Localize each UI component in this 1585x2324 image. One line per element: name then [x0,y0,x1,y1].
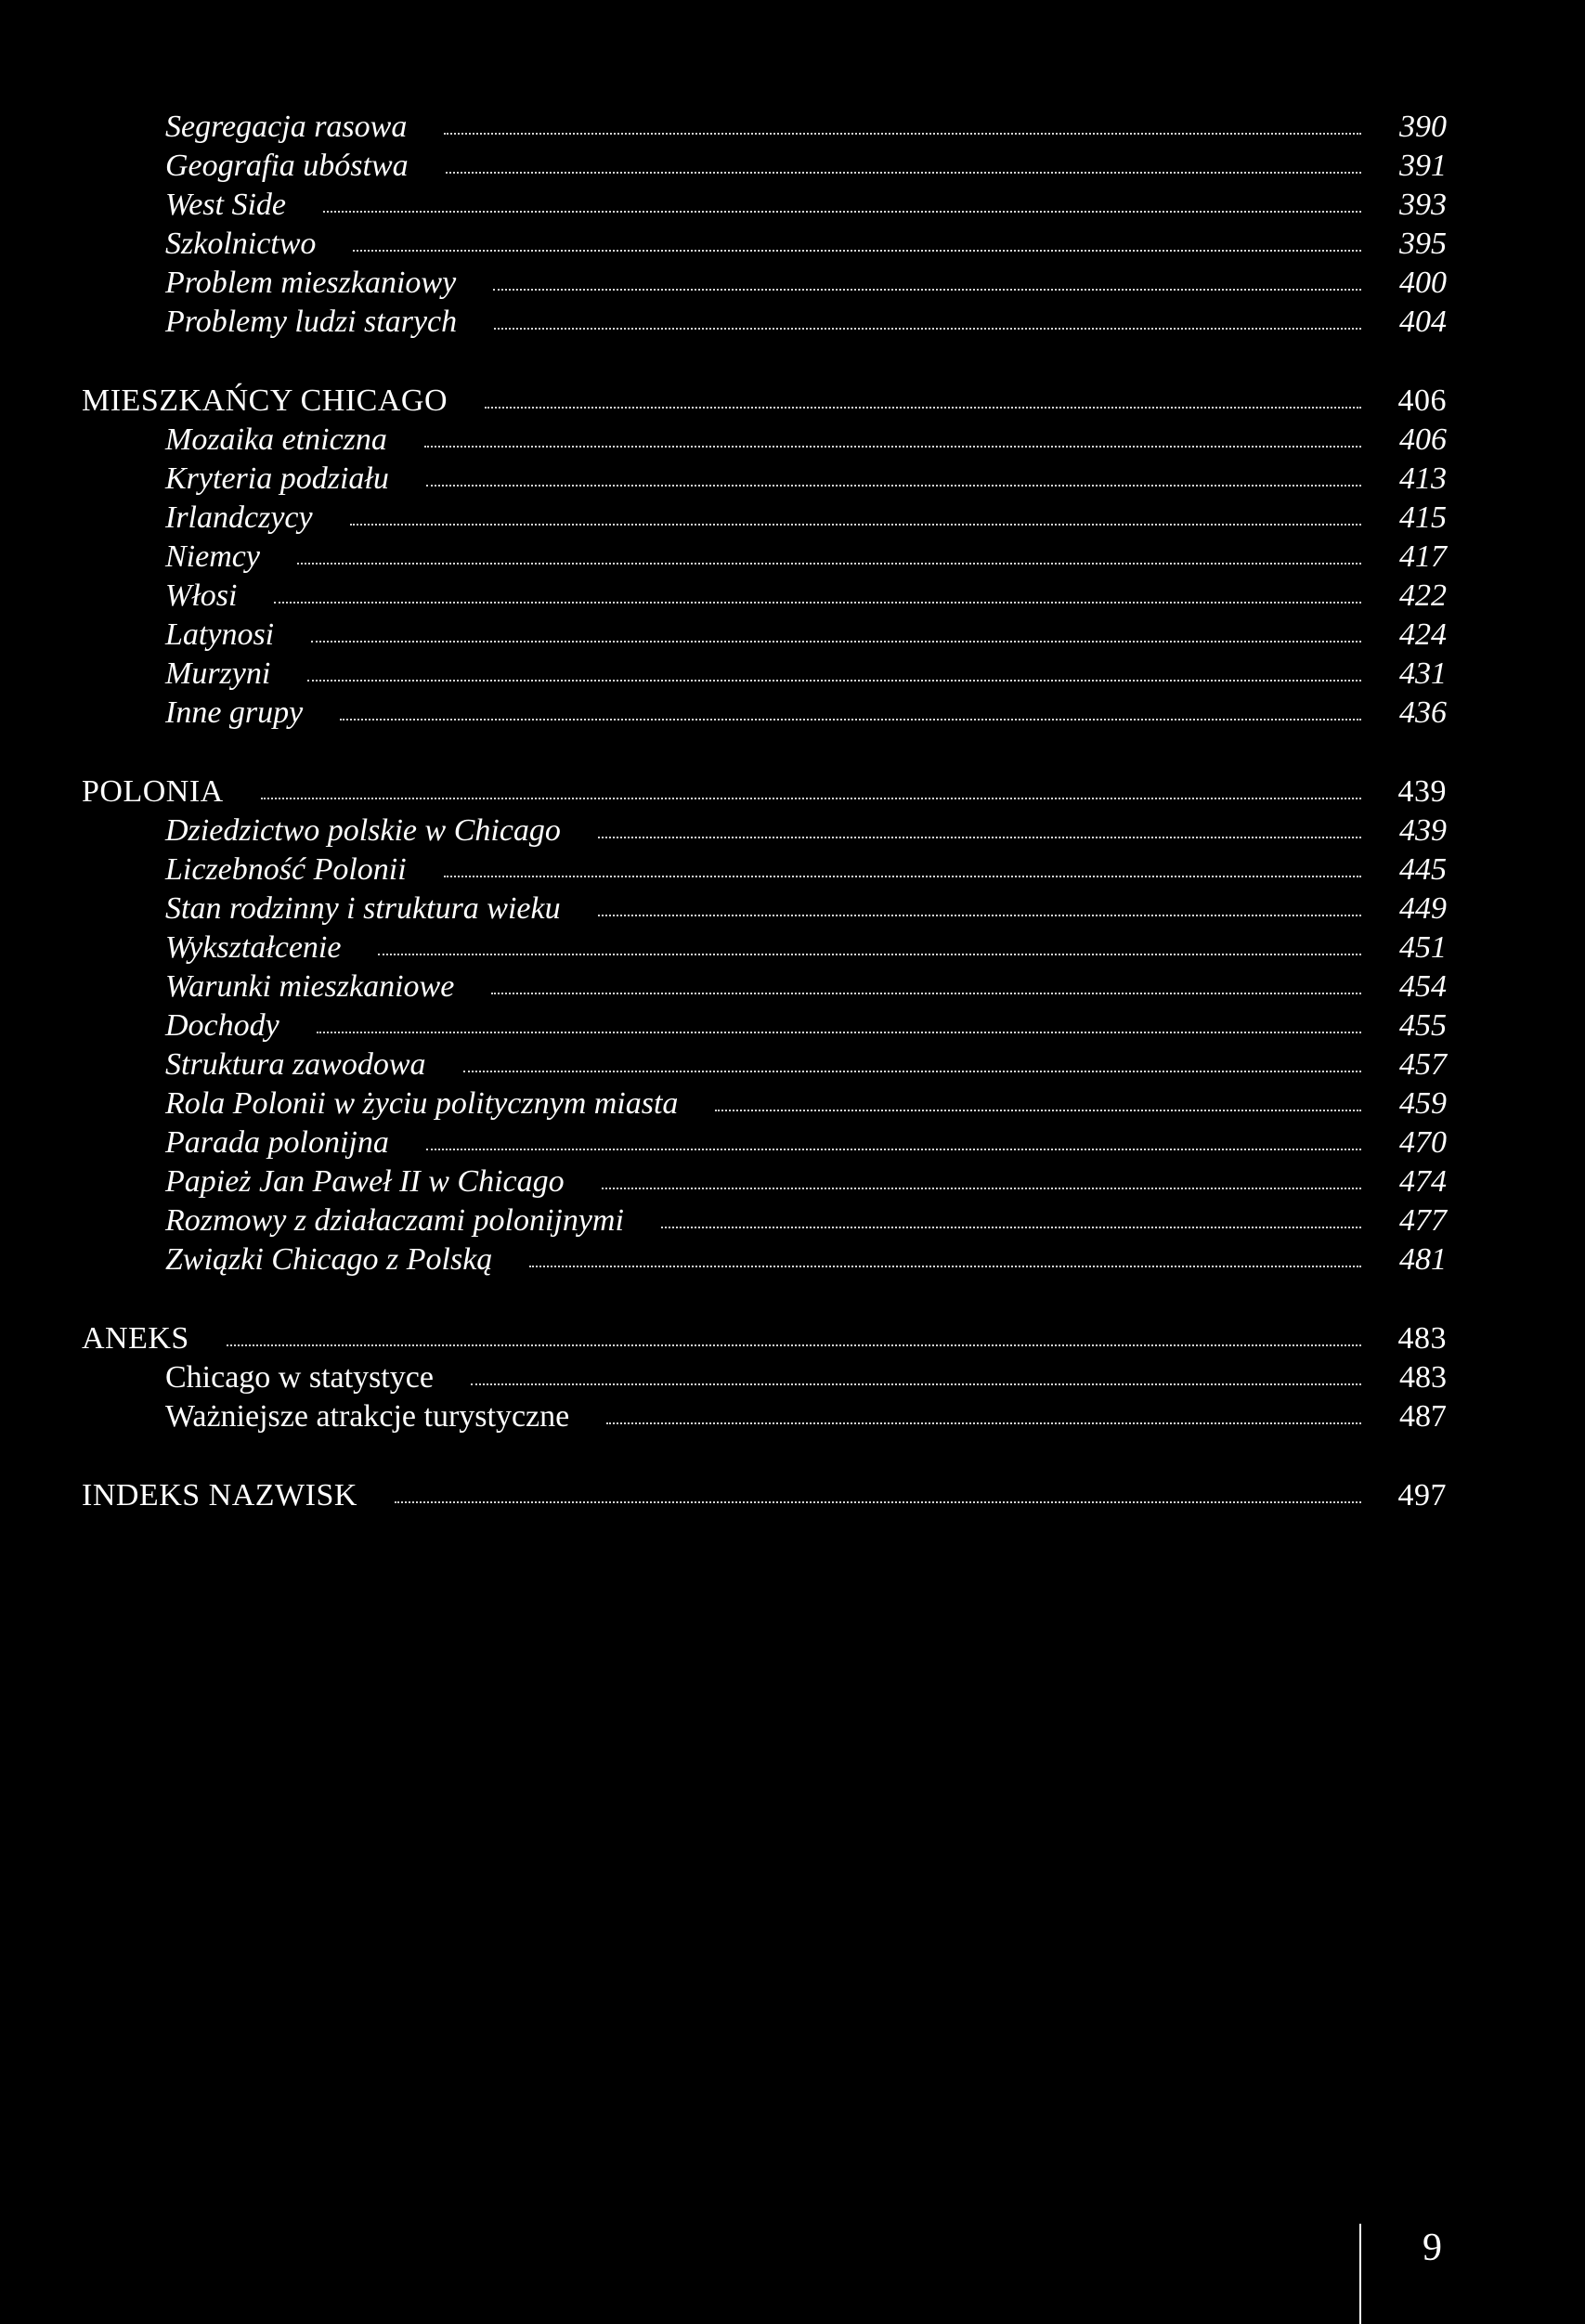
toc-entry-label: Mozaika etniczna [165,422,387,457]
dot-leader [598,827,1361,838]
toc-entry-page: 395 [1399,227,1447,261]
toc-entry-page: 445 [1399,852,1447,887]
toc-entry [82,264,1447,303]
toc-section-indeks [82,1476,1447,1515]
toc-entry-label: Liczebność Polonii [165,852,407,887]
toc-entry [82,928,1447,967]
toc-heading-label: ANEKS [82,1321,189,1356]
dot-leader [261,788,1361,799]
dot-leader [446,162,1361,174]
toc-entry-label: Problemy ludzi starych [165,305,458,339]
toc-heading [82,1319,1447,1358]
page-number: 9 [1423,2227,1442,2269]
toc-entry [82,1006,1447,1045]
toc-entry-label: Włosi [165,578,238,613]
dot-leader [493,279,1361,291]
toc-entry-page: 470 [1399,1125,1447,1160]
toc-entry-page: 393 [1399,188,1447,222]
toc-heading-label: POLONIA [82,774,224,809]
toc-entry-label: Segregacja rasowa [165,110,408,144]
toc-entry [82,186,1447,225]
toc-heading-page: 497 [1397,1478,1447,1513]
toc-entry-label: West Side [165,188,287,222]
toc-entry-label: Papież Jan Paweł II w Chicago [165,1164,565,1199]
toc-heading-page: 406 [1397,383,1447,418]
dot-leader [463,1061,1361,1072]
dot-leader [227,1335,1361,1346]
dot-leader [297,553,1361,565]
dot-leader [602,1178,1361,1189]
toc-entry-label: Inne grupy [165,695,304,730]
toc-entry-label: Rola Polonii w życiu politycznym miasta [165,1086,679,1121]
toc-entry [82,811,1447,850]
toc-entry-label: Geografia ubóstwa [165,149,409,183]
toc-entry [82,225,1447,264]
toc-entry-page: 424 [1399,617,1447,652]
toc-entry [82,1123,1447,1162]
toc-entry-label: Dziedzictwo polskie w Chicago [165,813,561,848]
dot-leader [340,709,1361,721]
toc-entry-label: Dochody [165,1008,279,1043]
toc-entry-page: 455 [1399,1008,1447,1043]
toc-entry-label: Niemcy [165,539,260,574]
toc-entry-label: Parada polonijna [165,1125,389,1160]
toc-entry [82,1240,1447,1279]
dot-leader [274,592,1361,604]
toc-heading-page: 483 [1397,1321,1447,1356]
toc-entry [82,538,1447,577]
toc-entry-label: Irlandczycy [165,500,313,535]
toc-entry-label: Ważniejsze atrakcje turystyczne [165,1399,570,1434]
toc-entry-page: 454 [1399,969,1447,1004]
toc-entry [82,1162,1447,1201]
toc-entry-page: 422 [1399,578,1447,613]
toc-entry [82,967,1447,1006]
toc-entry-page: 477 [1399,1203,1447,1238]
dot-leader [426,1139,1361,1150]
dot-leader [378,944,1361,955]
toc-entry-label: Związki Chicago z Polską [165,1242,493,1277]
dot-leader [715,1100,1361,1111]
dot-leader [395,1492,1361,1503]
toc-entry-page: 406 [1399,422,1447,457]
toc-entry-page: 439 [1399,813,1447,848]
dot-leader [424,436,1361,448]
dot-leader [323,201,1361,213]
dot-leader [606,1413,1361,1424]
toc-entry-label: Latynosi [165,617,275,652]
toc-entry-label: Rozmowy z działaczami polonijnymi [165,1203,624,1238]
dot-leader [317,1022,1361,1033]
toc-entry-label: Problem mieszkaniowy [165,266,457,300]
toc-entry [82,1045,1447,1084]
toc-heading [82,382,1447,421]
dot-leader [661,1217,1361,1228]
toc-entry-page: 431 [1399,656,1447,691]
toc-entry [82,616,1447,655]
toc-entry-page: 483 [1399,1360,1447,1395]
toc-entry-label: Struktura zawodowa [165,1047,426,1082]
toc-entry [82,577,1447,616]
toc-entry [82,1084,1447,1123]
toc-entry-label: Warunki mieszkaniowe [165,969,455,1004]
toc-heading-label: INDEKS NAZWISK [82,1478,357,1513]
toc-heading [82,1476,1447,1515]
toc-entry-page: 481 [1399,1242,1447,1277]
toc-entry-label: Chicago w statystyce [165,1360,434,1395]
toc-entry-page: 400 [1399,266,1447,300]
toc-entry [82,460,1447,499]
toc-entry-label: Stan rodzinny i struktura wieku [165,891,561,926]
toc-entry-page: 487 [1399,1399,1447,1434]
toc-entry-page: 436 [1399,695,1447,730]
toc-entry-page: 404 [1399,305,1447,339]
dot-leader [444,866,1361,877]
dot-leader [307,670,1361,682]
toc-entry [82,147,1447,186]
dot-leader [444,123,1361,135]
toc-section-polonia [82,773,1447,1279]
toc-section-mieszkancy [82,382,1447,733]
dot-leader [311,631,1361,643]
toc-entry [82,421,1447,460]
toc-heading-label: MIESZKAŃCY CHICAGO [82,383,448,418]
toc-entry [82,1358,1447,1397]
dot-leader [494,318,1361,330]
dot-leader [426,475,1361,487]
toc-section-aneks [82,1319,1447,1436]
toc-heading-page: 439 [1397,774,1447,809]
dot-leader [529,1256,1361,1267]
dot-leader [350,514,1361,526]
toc-entry-label: Wykształcenie [165,930,342,965]
toc-entry-page: 415 [1399,500,1447,535]
toc-entry [82,108,1447,147]
toc-entry-page: 457 [1399,1047,1447,1082]
dot-leader [471,1374,1361,1385]
dot-leader [598,905,1361,916]
page-number-rule [1359,2224,1361,2324]
toc-entry-label: Kryteria podziału [165,461,389,496]
toc-entry [82,655,1447,694]
dot-leader [485,397,1361,409]
toc-section-continued [82,108,1447,342]
toc-entry-page: 413 [1399,461,1447,496]
toc-entry-page: 474 [1399,1164,1447,1199]
toc-entry [82,499,1447,538]
toc-entry-label: Murzyni [165,656,271,691]
toc-entry-page: 459 [1399,1086,1447,1121]
toc-entry-label: Szkolnictwo [165,227,317,261]
toc-entry-page: 417 [1399,539,1447,574]
toc-entry-page: 390 [1399,110,1447,144]
toc-entry [82,889,1447,928]
dot-leader [353,240,1361,252]
toc-entry [82,1201,1447,1240]
toc-entry [82,303,1447,342]
toc-entry-page: 391 [1399,149,1447,183]
table-of-contents [82,108,1447,1555]
toc-entry-page: 449 [1399,891,1447,926]
toc-entry [82,1397,1447,1436]
toc-heading [82,773,1447,811]
toc-entry [82,850,1447,889]
toc-entry-page: 451 [1399,930,1447,965]
toc-entry [82,694,1447,733]
dot-leader [491,983,1361,994]
